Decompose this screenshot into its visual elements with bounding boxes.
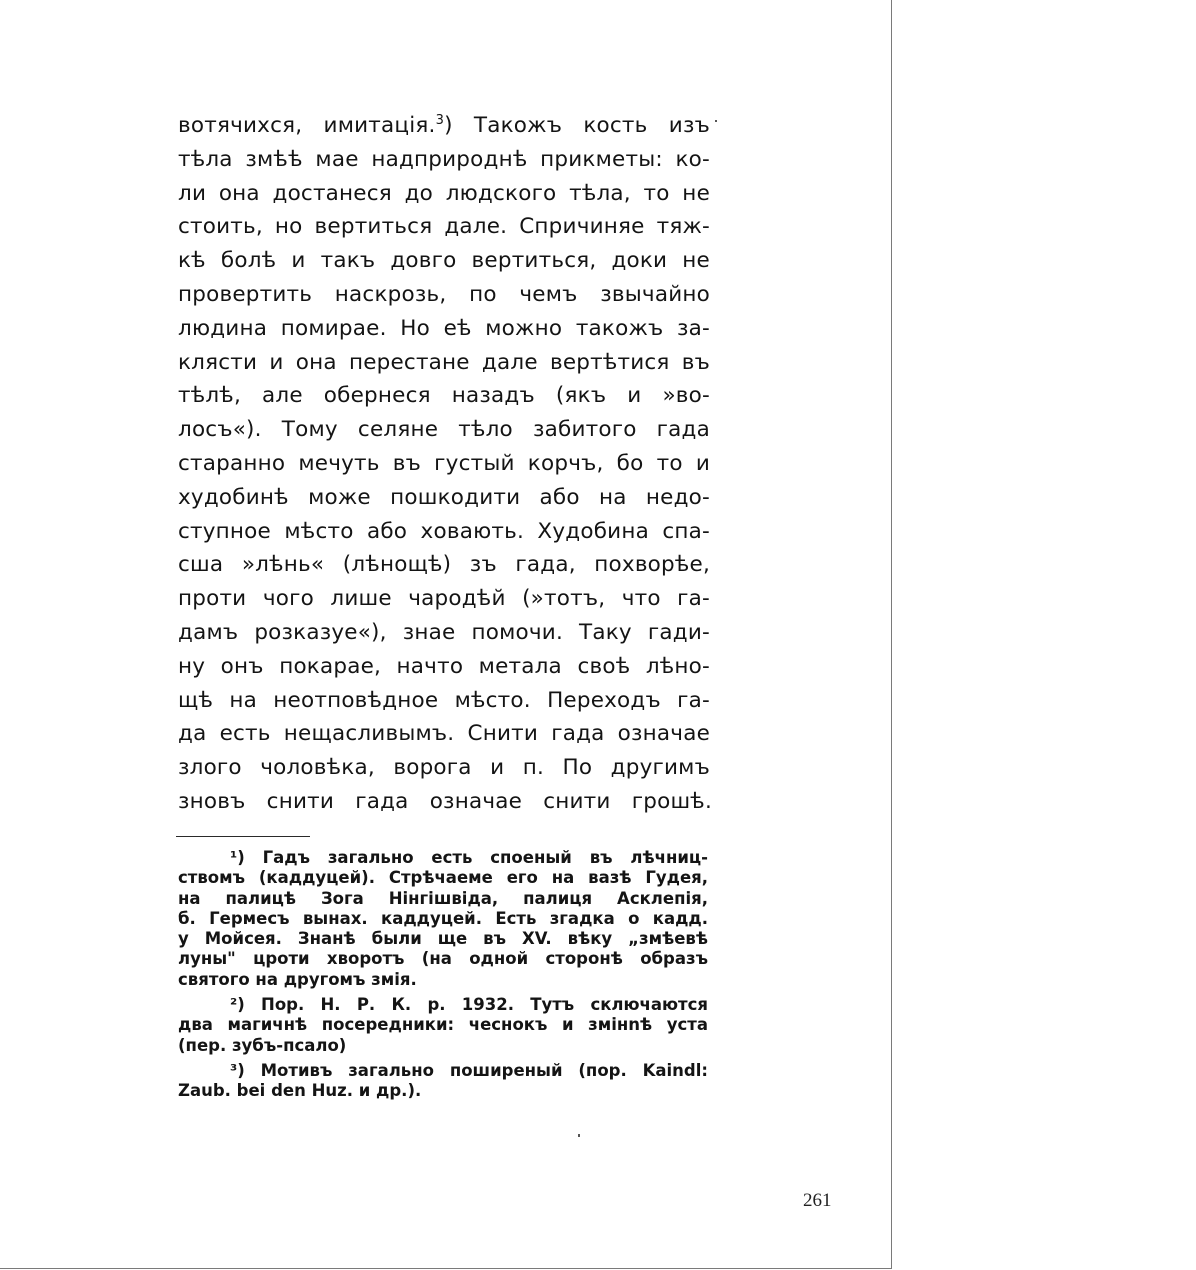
main-text-line: зновъ снити гада означае снити грошѣ. [178,788,712,814]
footnote-3 [178,1061,708,1102]
footnote-line: у Мойсея. Знанѣ были ще въ XV. вѣку „змѣевѣ [178,929,708,949]
main-text-line: тѣлѣ, але обернеся назадъ (якъ и »во- [178,383,710,409]
footnote-line: (пер. зубъ-псало) [178,1035,347,1055]
main-text-block [178,109,710,819]
main-text-line: ну онъ покарае, начто метала своѣ лѣно- [178,653,710,679]
main-text-line: кѣ болѣ и такъ довго вертиться, доки не [178,248,710,274]
main-text-line: старанно мечуть въ густый корчъ, бо то и [178,450,710,476]
footnote-line: б. Гермесъ вынах. каддуцей. Есть згадка о кадд. [178,908,708,928]
main-text-line: дамъ розказуе«), знае помочи. Таку гади- [178,619,710,645]
footnote-1 [178,848,708,990]
footnote-2 [178,995,708,1056]
main-text-line: ступное мѣсто або ховають. Худобина спа- [178,518,710,544]
footnote-line: святого на другомъ змія. [178,969,417,989]
footnotes-block [178,848,708,1107]
scan-speck [578,1134,580,1137]
footnote-line: ствомъ (каддуцей). Стрѣчаеме его на вазѣ Гудея, [178,868,708,888]
main-text-line: худобинѣ може пошкодити або на недо- [178,484,710,510]
footnote-line: два магичнѣ посередники: чеснокъ и змінnѣ уста [178,1015,708,1035]
footnote-line: ³) Мотивъ загально поширеный (пор. Kaindl: [230,1060,708,1080]
main-text-line: злого чоловѣка, ворога и п. По другимъ [178,755,710,781]
main-text-line: ли она достанеся до людского тѣла, то не [178,180,710,206]
main-text-line: щѣ на неотповѣдное мѣсто. Переходъ га- [178,687,710,713]
scan-speck [715,120,717,122]
footnote-line: ²) Пор. Н. Р. К. р. 1932. Тутъ сключаются [230,995,708,1015]
main-text-line: тѣла змѣѣ мае надприроднѣ прикметы: ко- [178,146,710,172]
footnote-line: ¹) Гадъ загально есть споеный въ лѣчниц- [230,848,708,867]
main-text-line: стоить, но вертиться дале. Спричиняе тяж- [178,214,710,240]
footnote-separator [176,836,310,837]
main-text-line: провертить наскрозь, по чемъ звычайно [178,281,710,307]
main-text-line: людина помирае. Но еѣ можно такожъ за- [178,315,710,341]
footnote-line: Zaub. bei den Huz. и др.). [178,1081,422,1101]
main-text-line: сша »лѣнь« (лѣнощѣ) зъ гада, похворѣе, [178,552,710,578]
main-text-line: проти чого лише чародѣй (»тотъ, что га- [178,586,710,612]
main-text-line: лосъ«). Тому селяне тѣло забитого гада [178,417,710,443]
footnote-ref-3: 3 [435,112,445,128]
main-text-line: клясти и она перестане дале вертѣтися въ [178,349,710,375]
footnote-line: на палицѣ Зога Нінгішвіда, палиця Асклепія, [178,888,708,908]
main-text-line: да есть нещасливымъ. Снити гада означае [178,721,710,747]
footnote-line: луны" цроти хворотъ (на одной сторонѣ образъ [178,949,708,969]
page-number: 261 [803,1190,832,1211]
main-text-line-1: вотячихся, имитація.$^3$) Такожъ кость изъ [178,112,710,138]
